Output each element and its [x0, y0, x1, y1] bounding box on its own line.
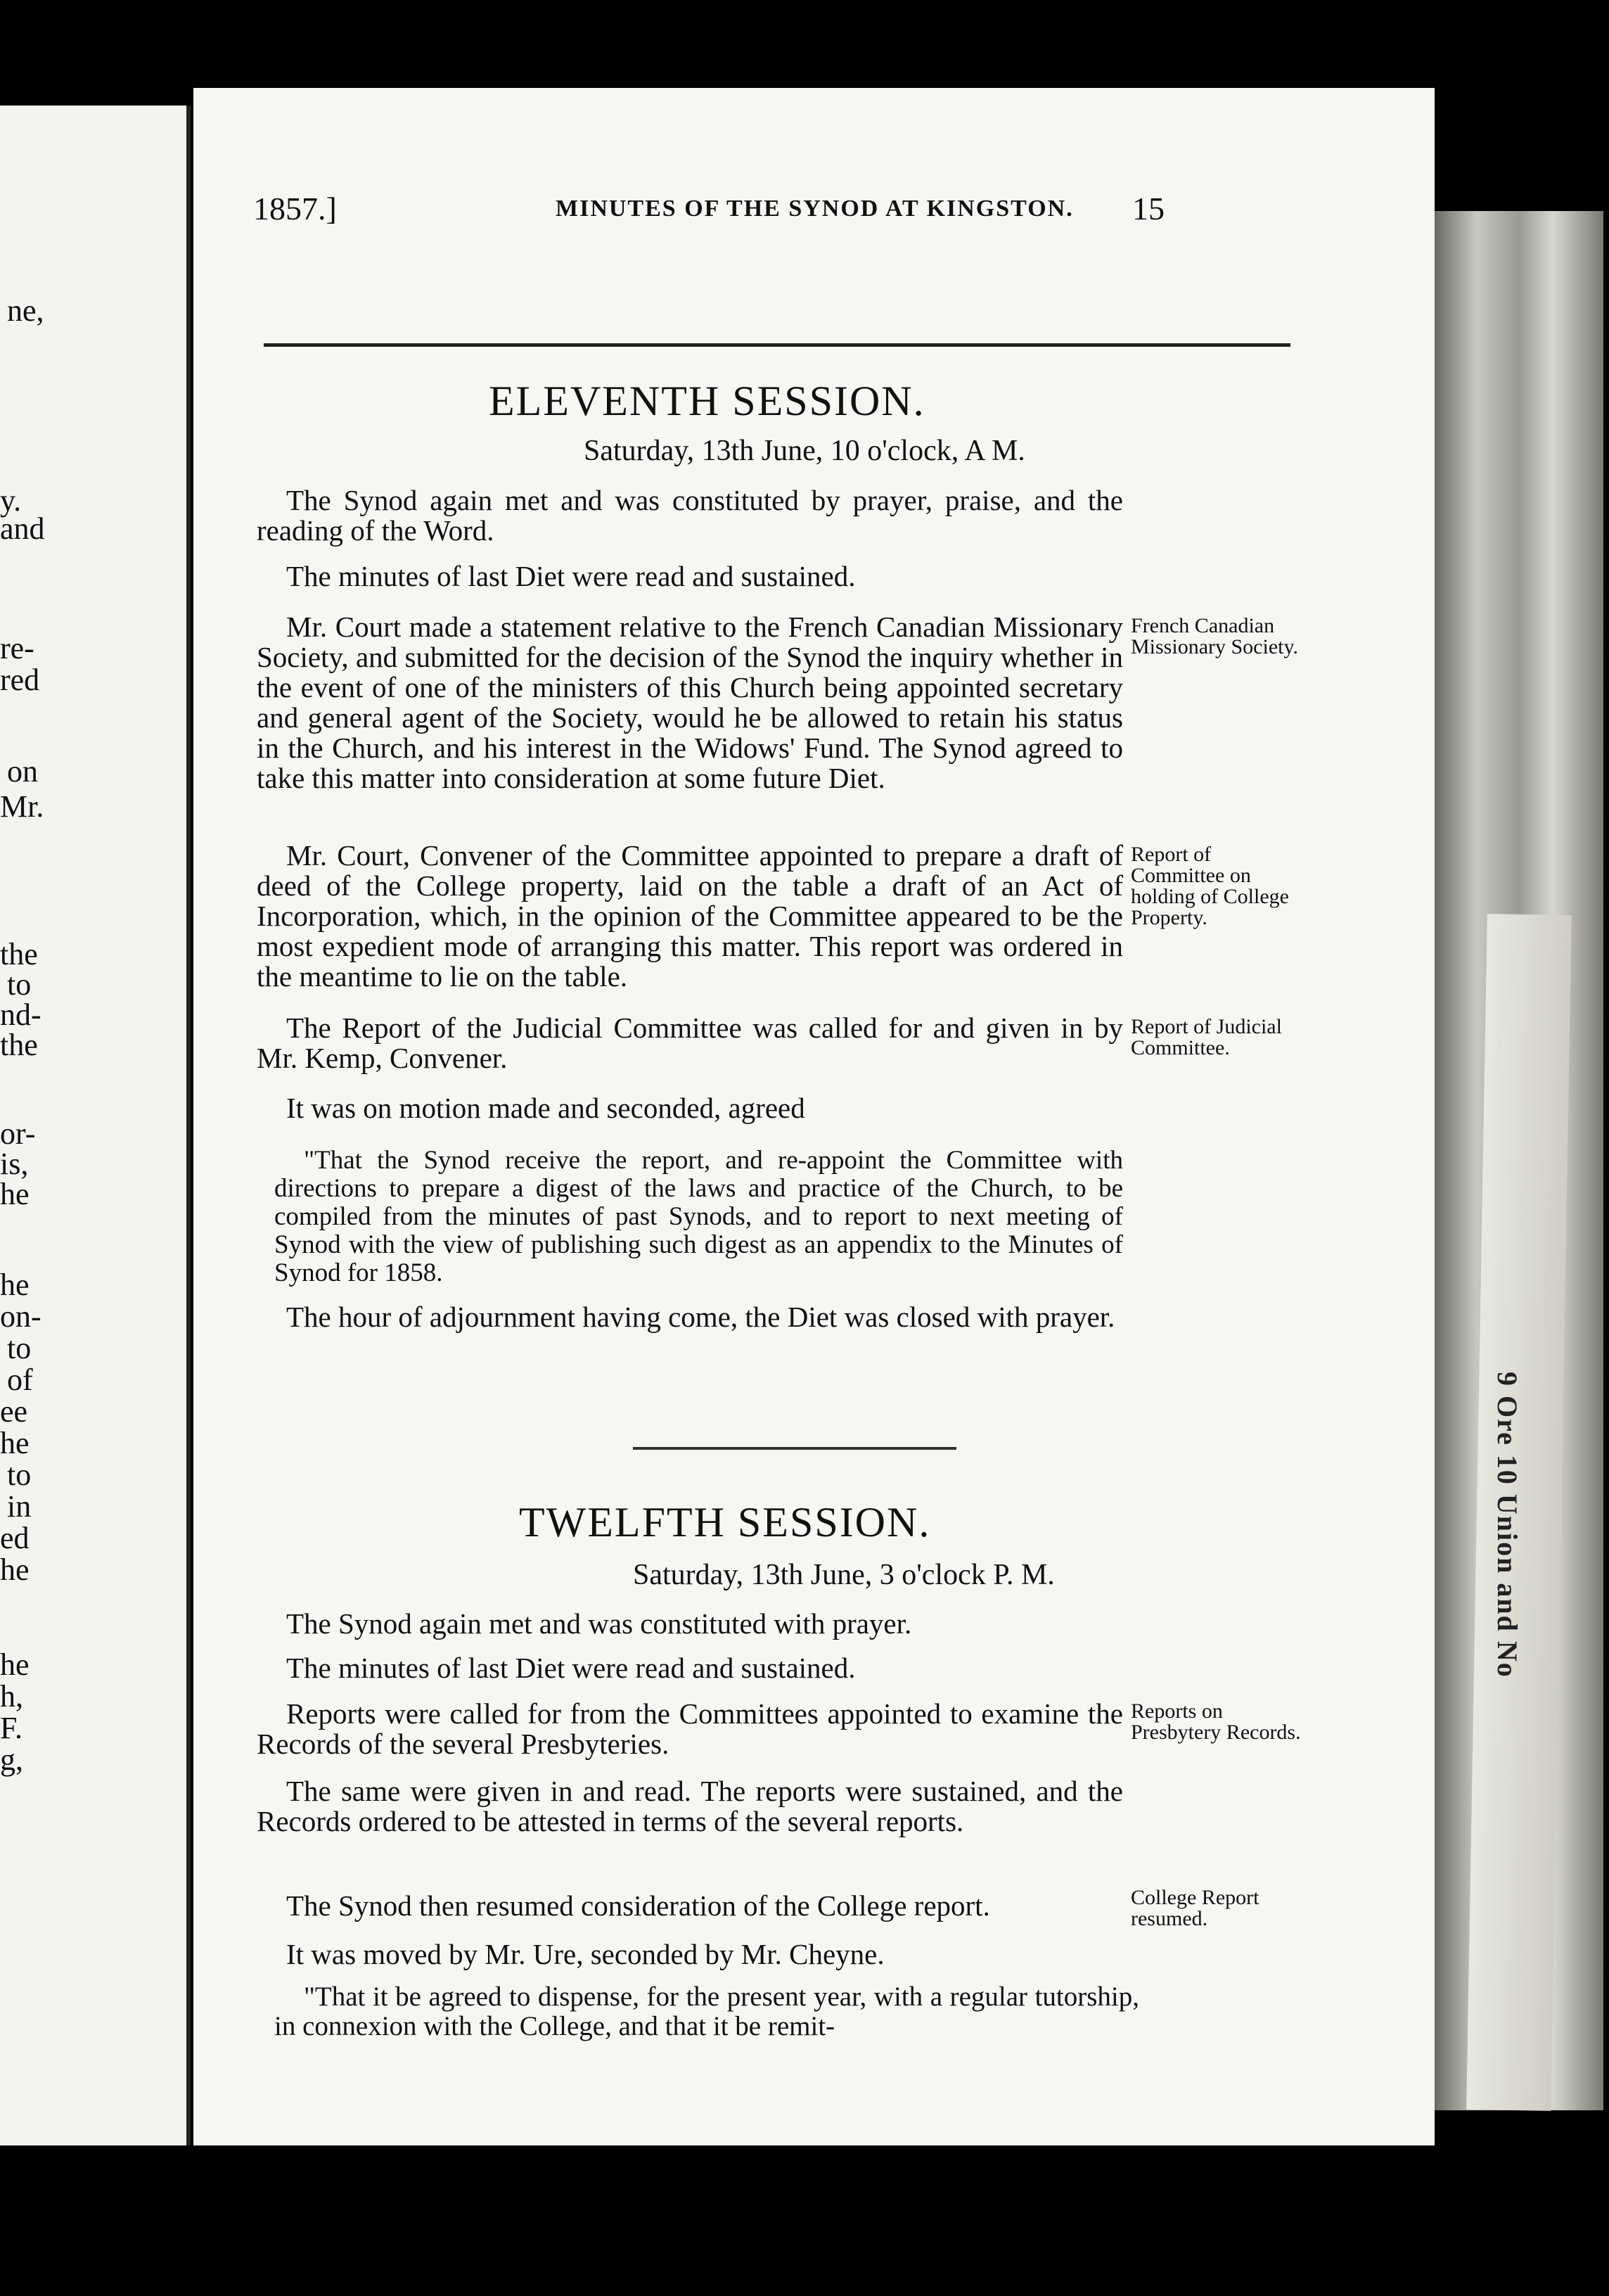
left-fragment: the	[0, 937, 38, 971]
left-fragment: he	[0, 1647, 30, 1682]
running-title: MINUTES OF THE SYNOD AT KINGSTON.	[556, 196, 1074, 222]
paragraph: The hour of adjournment having come, the Diet was closed with prayer.	[286, 1301, 1115, 1333]
left-fragment: g,	[0, 1742, 23, 1777]
margin-note: Reports on Presbytery Records.	[1131, 1699, 1301, 1744]
session-title-twelfth: TWELFTH SESSION.	[519, 1499, 931, 1545]
paragraph: The minutes of last Diet were read and sustained.	[286, 560, 856, 592]
left-fragment: to	[7, 1458, 32, 1492]
paragraph: It was moved by Mr. Ure, seconded by Mr. Cheyne.	[286, 1938, 885, 1970]
resolution-quote: "That it be agreed to dispense, for the present year, with a regular tutorship, in connexion with the College, and that it be remit-	[274, 1982, 1139, 2041]
left-fragment: h,	[0, 1679, 23, 1714]
paragraph: Mr. Court, Convener of the Committee appointed to prepare a draft of deed of the College property, laid on the table a draft of an Act of Incorporation, which, in the opinion of the Committee appeared to be the most expedient mode of arranging this matter. This report was ordered in the meantime to lie on the table.	[257, 839, 1123, 993]
left-fragment: red	[0, 663, 40, 697]
dateline-eleventh: Saturday, 13th June, 10 o'clock, A M.	[584, 435, 1025, 467]
left-fragment: the	[0, 1028, 38, 1062]
section-divider	[633, 1447, 956, 1450]
paragraph: Reports were called for from the Committees appointed to examine the Records of the several Presbyteries.	[257, 1697, 1123, 1760]
paragraph: The Report of the Judicial Committee was called for and given in by Mr. Kemp, Convener.	[257, 1012, 1123, 1074]
left-fragment: ne,	[7, 293, 44, 328]
page-number: 15	[1132, 191, 1165, 227]
left-fragment: in	[7, 1489, 32, 1524]
left-fragment: on-	[0, 1299, 41, 1334]
dateline-twelfth: Saturday, 13th June, 3 o'clock P. M.	[633, 1559, 1055, 1591]
left-fragment: he	[0, 1426, 30, 1460]
header-year: 1857.]	[253, 191, 337, 227]
resolution-quote: "That the Synod receive the report, and re-appoint the Committee with directions to prepare a digest of the laws and practice of the Church, to be compiled from the minutes of past Synods, and to report to next meeting of Synod with the view of publishing such digest as an appendix to the Minutes of Synod for 1858.	[274, 1146, 1123, 1287]
left-fragment: ee	[0, 1394, 28, 1429]
left-fragment: to	[7, 1331, 32, 1365]
paragraph: The Synod again met and was constituted by prayer, praise, and the reading of the Word.	[257, 484, 1123, 547]
running-header	[70, 190, 1301, 239]
session-title-eleventh: ELEVENTH SESSION.	[489, 378, 925, 424]
paragraph: The Synod again met and was constituted with prayer.	[286, 1607, 912, 1640]
margin-note: Report of Judicial Committee.	[1131, 1015, 1282, 1059]
paragraph: Mr. Court made a statement relative to the French Canadian Missionary Society, and submitted for the decision of the Synod the inquiry whether in the event of one of the ministers of this Church being appointed secretary and general agent of the Society, would he be allowed to retain his status in the Church, and his interest in the Widows' Fund. The Synod agreed to take this matter into consideration at some future Diet.	[257, 611, 1123, 794]
paragraph: The minutes of last Diet were read and sustained.	[286, 1652, 856, 1684]
margin-note: College Report resumed.	[1131, 1886, 1259, 1930]
left-fragment: he	[0, 1552, 30, 1587]
margin-note: Report of Committee on holding of College Property.	[1131, 843, 1289, 929]
left-fragment: or-	[0, 1116, 36, 1151]
left-fragment: y.	[0, 483, 22, 518]
left-fragment: is,	[0, 1147, 29, 1181]
left-fragment: he	[0, 1268, 30, 1302]
left-fragment: ed	[0, 1521, 30, 1555]
left-fragment: re-	[0, 631, 34, 665]
left-fragment: nd-	[0, 997, 41, 1032]
left-fragment: he	[0, 1177, 30, 1211]
paragraph: The same were given in and read. The reports were sustained, and the Records ordered to be attested in terms of the several reports.	[257, 1775, 1123, 1837]
left-fragment: Mr.	[0, 789, 44, 824]
left-fragment: to	[7, 967, 32, 1002]
header-rule	[264, 343, 1290, 347]
slip-label: 9 Ore 10 Union and No	[1492, 1372, 1523, 1678]
left-page-edge	[0, 106, 191, 2145]
left-fragment: of	[7, 1363, 33, 1397]
left-fragment: F.	[0, 1711, 23, 1745]
margin-note: French Canadian Missionary Society.	[1131, 614, 1299, 658]
paragraph: It was on motion made and seconded, agreed	[286, 1092, 805, 1124]
left-fragment: and	[0, 511, 45, 546]
paragraph: The Synod then resumed consideration of the College report.	[286, 1889, 990, 1922]
book-edge	[1435, 211, 1603, 2110]
left-fragment: on	[7, 754, 38, 789]
